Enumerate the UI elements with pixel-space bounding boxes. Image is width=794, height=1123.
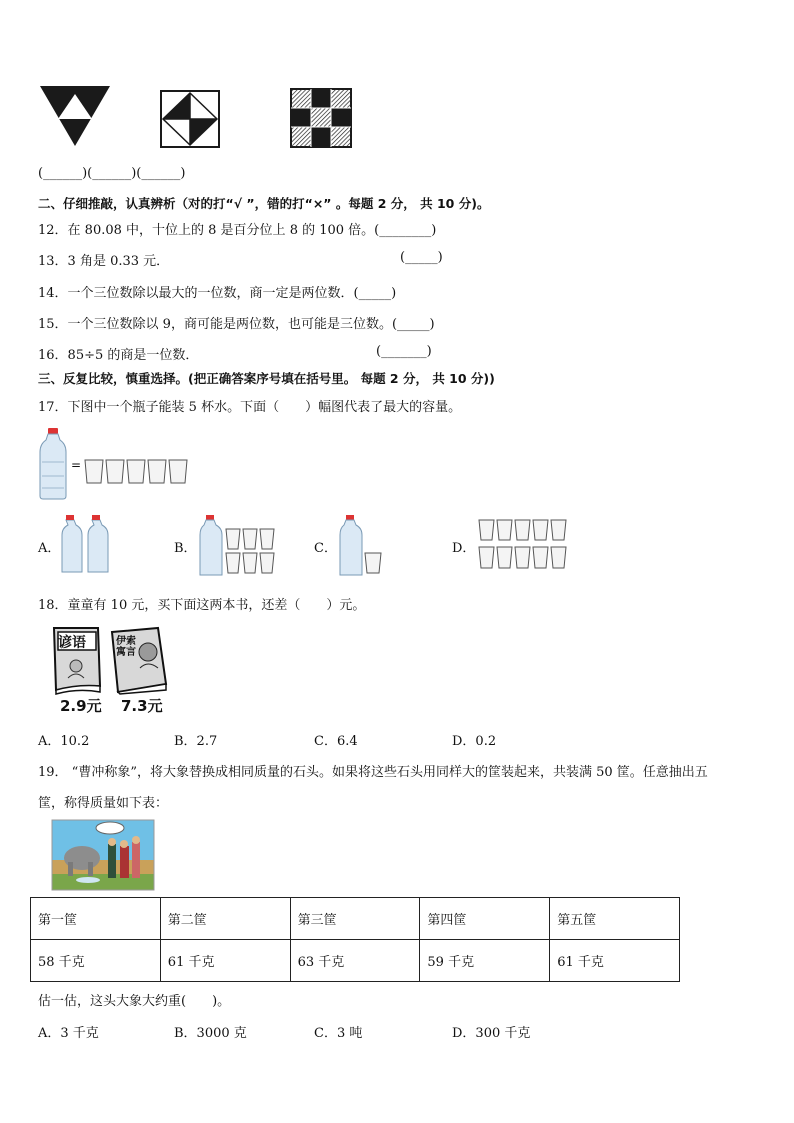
q18-option-b[interactable]: B．2.7 — [174, 734, 218, 749]
q17-text: 17．下图中一个瓶子能装 5 杯水。下面（ ）幅图代表了最大的容量。 — [38, 400, 462, 415]
q16-answer-blank[interactable]: (_______) — [376, 344, 432, 359]
bottle-and-six-cups-icon — [198, 515, 278, 577]
q19-option-b[interactable]: B．3000 克 — [174, 1026, 247, 1041]
table-cell: 63 千克 — [290, 940, 420, 982]
table-cell: 59 千克 — [420, 940, 550, 982]
q11-answer-blanks[interactable]: (______)(______)(______) — [38, 166, 186, 181]
q18-option-a[interactable]: A．10.2 — [38, 734, 90, 749]
section3-heading: 三、反复比较，慎重选择。(把正确答案序号填在括号里。 每题 2 分， 共 10 分)) — [38, 371, 495, 386]
table-header-row — [31, 898, 680, 940]
table-header-cell: 第四筐 — [420, 898, 550, 940]
q17-option-c[interactable]: C． — [314, 541, 337, 556]
diamond-square-figure — [160, 90, 220, 148]
equals-sign: = — [71, 458, 82, 472]
bottle-and-one-cup-icon — [338, 515, 384, 577]
q19-text-line1: 19． “曹冲称象”，将大象替换成相同质量的石头。如果将这些石头用同样大的筐装起来，共装满 50 筐。任意抽出五 — [38, 765, 708, 780]
book1-price: 2.9元 — [60, 697, 102, 715]
q13-answer-blank[interactable]: (_____) — [400, 250, 443, 265]
q17-option-b[interactable]: B． — [174, 541, 197, 556]
q18-text: 18．童童有 10 元，买下面这两本书，还差（ ）元。 — [38, 598, 366, 613]
q19-option-c[interactable]: C．3 吨 — [314, 1026, 363, 1041]
q19-question: 估一估，这头大象大约重( )。 — [38, 994, 231, 1009]
proverbs-book-title: 谚语 — [58, 635, 86, 651]
q14-text: 14．一个三位数除以最大的一位数，商一定是两位数．(_____) — [38, 286, 397, 301]
table-cell: 58 千克 — [31, 940, 161, 982]
q16-text: 16．85÷5 的商是一位数． — [38, 348, 199, 363]
inverted-triangle-figure — [40, 86, 110, 148]
table-header-cell: 第二筐 — [160, 898, 290, 940]
q17-option-d[interactable]: D． — [452, 541, 476, 556]
q18-option-c[interactable]: C．6.4 — [314, 734, 358, 749]
book2-price: 7.3元 — [121, 697, 163, 715]
five-cups-icon — [84, 458, 190, 484]
q18-option-d[interactable]: D．0.2 — [452, 734, 497, 749]
table-row — [31, 940, 680, 982]
basket-mass-table — [30, 897, 680, 982]
q17-option-a[interactable]: A． — [38, 541, 61, 556]
q15-text: 15．一个三位数除以 9，商可能是两位数，也可能是三位数。(_____) — [38, 317, 435, 332]
table-header-cell: 第一筐 — [31, 898, 161, 940]
q19-option-d[interactable]: D．300 千克 — [452, 1026, 531, 1041]
two-bottles-icon — [60, 515, 112, 575]
table-header-cell: 第三筐 — [290, 898, 420, 940]
q19-text-line2: 筐，称得质量如下表： — [38, 796, 169, 811]
table-cell: 61 千克 — [550, 940, 680, 982]
cao-chong-elephant-illustration — [52, 820, 154, 890]
section2-heading: 二、仔细推敲，认真辨析（对的打“√ ”，错的打“×” 。每题 2 分， 共 10 分)。 — [38, 196, 490, 211]
q19-option-a[interactable]: A．3 千克 — [38, 1026, 99, 1041]
aesop-fables-book-title: 伊索寓言 — [116, 636, 136, 658]
table-cell: 61 千克 — [160, 940, 290, 982]
water-bottle-icon — [38, 428, 68, 500]
table-header-cell: 第五筐 — [550, 898, 680, 940]
grid-pattern-figure — [290, 88, 352, 148]
q12-text: 12．在 80.08 中，十位上的 8 是百分位上 8 的 100 倍。(________) — [38, 223, 437, 238]
ten-cups-icon — [478, 518, 570, 572]
q13-text: 13．3 角是 0.33 元． — [38, 254, 170, 269]
